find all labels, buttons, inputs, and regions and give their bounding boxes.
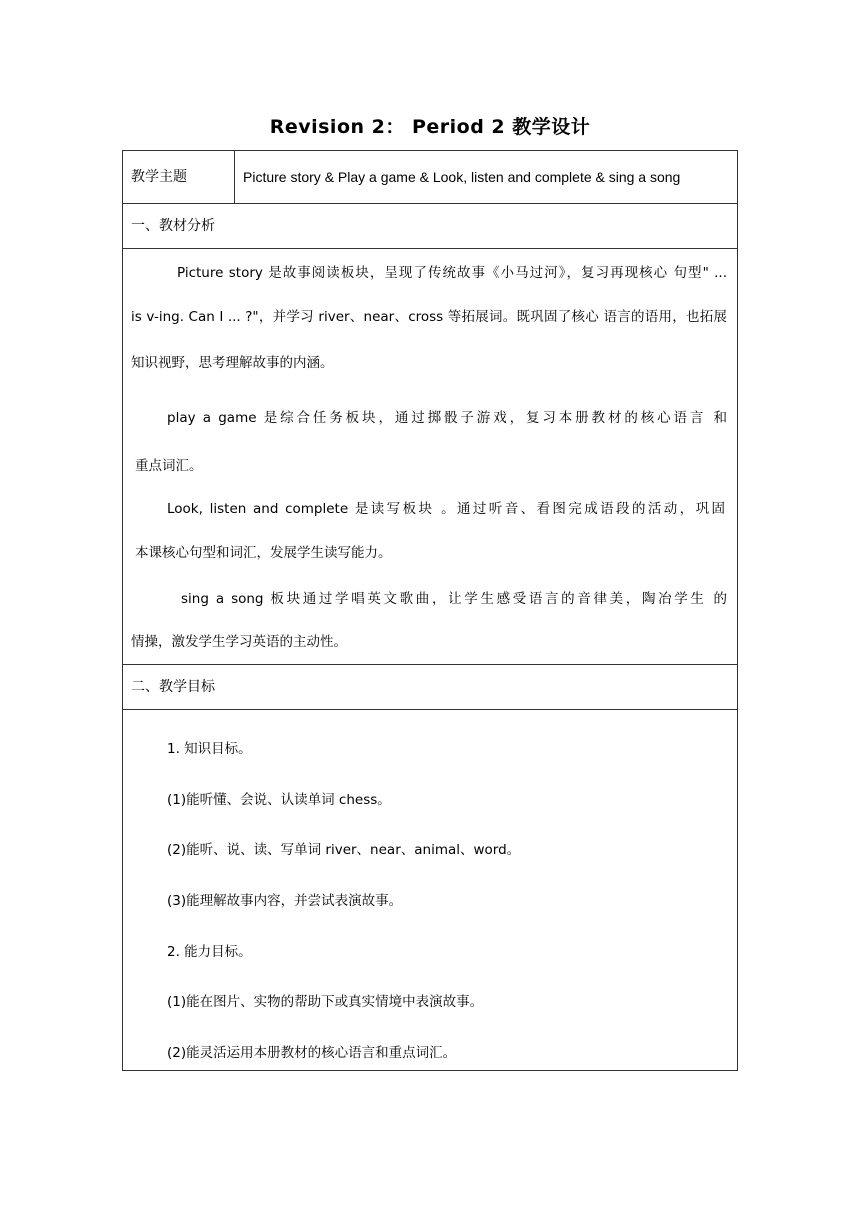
analysis-p1-line1: Picture story 是故事阅读板块，呈现了传统故事《小马过河》，复习再现核心 句型" ... <box>177 265 727 281</box>
topic-value: Picture story & Play a game & Look, listen and complete & sing a song <box>243 169 681 185</box>
goal-item: (2)能听、说、读、写单词 river、near、animal、word。 <box>167 842 521 858</box>
analysis-p1-line2: is v-ing. Can I ... ?"，并学习 river、near、cross 等拓展词。既巩固了核心 语言的语用，也拓展 <box>131 309 727 325</box>
goal-item: (1)能听懂、会说、认读单词 chess。 <box>167 792 391 808</box>
topic-label: 教学主题 <box>123 151 235 203</box>
analysis-p4-line1: sing a song 板块通过学唱英文歌曲，让学生感受语言的音律美，陶冶学生 的 <box>181 591 727 607</box>
goal-item: 2. 能力目标。 <box>167 944 252 960</box>
lesson-plan-table <box>122 150 738 1071</box>
analysis-heading: 一、教材分析 <box>123 203 737 248</box>
analysis-p3-line2: 本课核心句型和词汇，发展学生读写能力。 <box>135 545 392 561</box>
goals-heading: 二、教学目标 <box>123 664 737 709</box>
analysis-p3-line1: Look, listen and complete 是读写板块 。通过听音、看图完成语段的活动，巩固 <box>167 501 725 517</box>
goal-item: (3)能理解故事内容，并尝试表演故事。 <box>167 893 403 909</box>
analysis-p2-line1: play a game 是综合任务板块，通过掷骰子游戏，复习本册教材的核心语言 和 <box>167 410 727 426</box>
analysis-p1-line3: 知识视野，思考理解故事的内涵。 <box>131 355 334 371</box>
goal-item: 1. 知识目标。 <box>167 741 252 757</box>
analysis-p4-line2: 情操，激发学生学习英语的主动性。 <box>131 634 347 650</box>
goals-content <box>123 709 737 1070</box>
goal-item: (2)能灵活运用本册教材的核心语言和重点词汇。 <box>167 1045 457 1061</box>
analysis-p2-line2: 重点词汇。 <box>135 458 203 474</box>
goal-item: (1)能在图片、实物的帮助下或真实情境中表演故事。 <box>167 994 484 1010</box>
analysis-content <box>123 248 737 664</box>
document-title: Revision 2： Period 2 教学设计 <box>269 116 591 138</box>
topic-row <box>123 151 737 203</box>
